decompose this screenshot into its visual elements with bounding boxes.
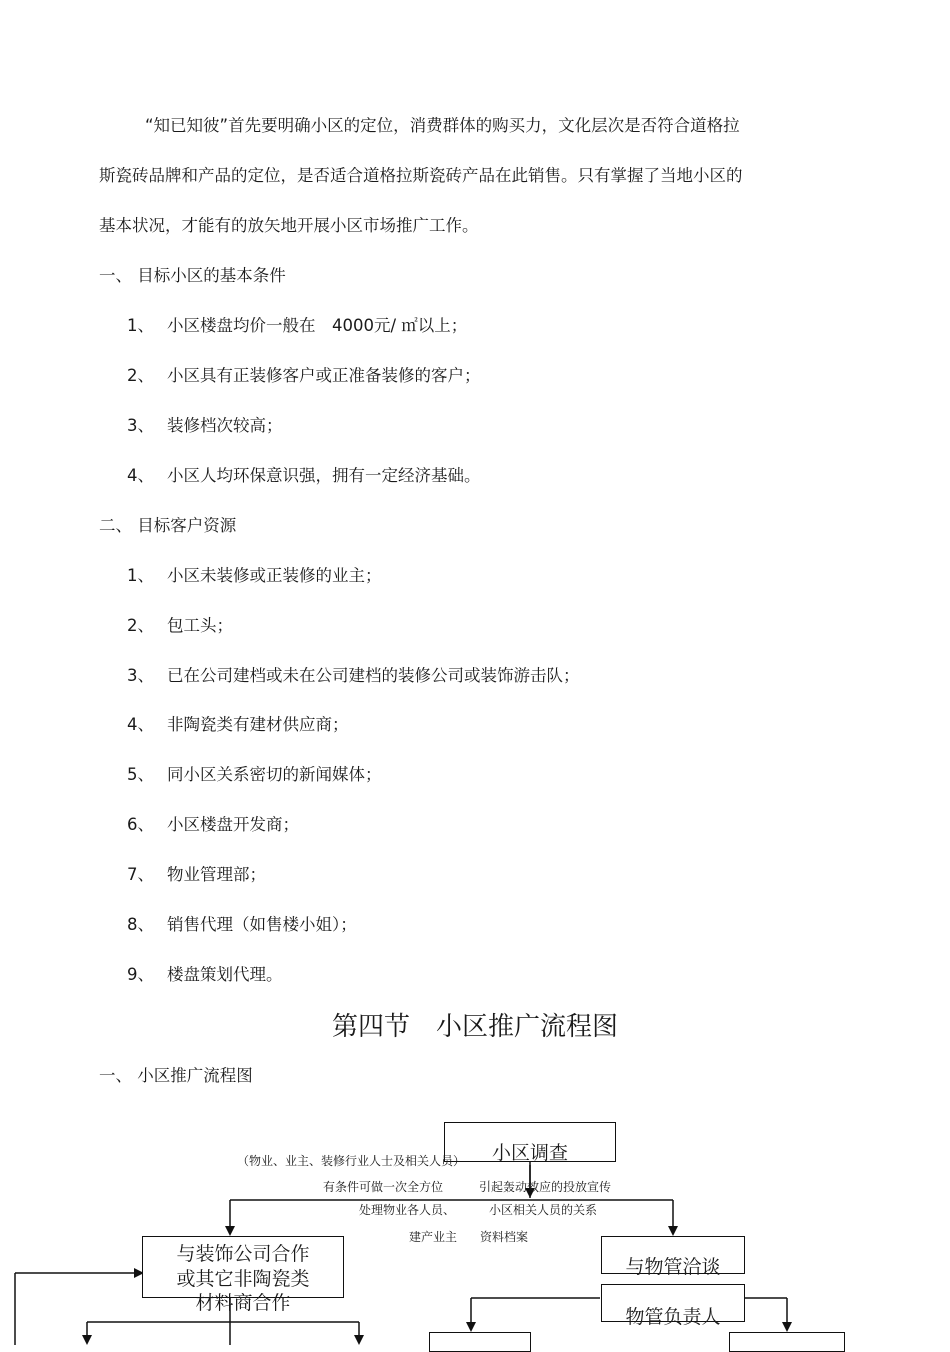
list-item: 已在公司建档或未在公司建档的装修公司或装饰游击队； <box>167 666 580 685</box>
list-item: 包工头； <box>167 616 233 635</box>
list-item-number: 6、 <box>127 815 154 834</box>
subsection-heading: 一、 小区推广流程图 <box>99 1066 253 1085</box>
section-title: 第四节 小区推广流程图 <box>331 1012 618 1042</box>
intro-line-2: 斯瓷砖品牌和产品的定位，是否适合道格拉斯瓷砖产品在此销售。只有掌握了当地小区的 <box>99 166 743 185</box>
note-line-3a: 处理物业各人员、 <box>359 1203 456 1217</box>
flow-box-partial <box>429 1332 531 1352</box>
note-line-2b: 引起轰动效应的投放宣传 <box>479 1180 612 1194</box>
note-line-1: （物业、业主、装修行业人士及相关人员） <box>237 1154 466 1168</box>
list-item: 物业管理部； <box>167 865 266 884</box>
list-item-number: 1、 <box>127 316 154 335</box>
list-item: 小区未装修或正装修的业主； <box>167 566 382 585</box>
decor-company-label-1: 与装饰公司合作 <box>176 1243 310 1265</box>
survey-box-label: 小区调查 <box>491 1142 568 1164</box>
note-line-4b: 资料档案 <box>480 1230 529 1244</box>
list-item-number: 4、 <box>127 466 154 485</box>
intro-line-1: “知已知彼”首先要明确小区的定位，消费群体的购买力，文化层次是否符合道格拉 <box>145 116 740 135</box>
list-item-number: 5、 <box>127 765 154 784</box>
list-item: 楼盘策划代理。 <box>167 965 283 984</box>
property-manager-label: 物管负责人 <box>625 1306 721 1328</box>
list-item-number: 9、 <box>127 965 154 984</box>
list-item-number: 1、 <box>127 566 154 585</box>
section1-heading: 一、 目标小区的基本条件 <box>99 266 286 285</box>
list-item: 小区楼盘均价一般在 4000元/ ㎡以上； <box>167 316 468 335</box>
note-line-2a: 有条件可做一次全方位 <box>323 1180 444 1194</box>
list-item-number: 7、 <box>127 865 154 884</box>
list-item-number: 3、 <box>127 666 154 685</box>
list-item-number: 2、 <box>127 366 154 385</box>
note-line-4a: 建产业主 <box>409 1230 458 1244</box>
intro-line-3: 基本状况，才能有的放矢地开展小区市场推广工作。 <box>99 216 479 235</box>
list-item: 同小区关系密切的新闻媒体； <box>167 765 382 784</box>
flow-box-partial <box>729 1332 845 1352</box>
list-item: 小区人均环保意识强，拥有一定经济基础。 <box>167 466 481 485</box>
list-item-number: 3、 <box>127 416 154 435</box>
list-item-number: 4、 <box>127 715 154 734</box>
list-item: 小区具有正装修客户或正准备装修的客户； <box>167 366 481 385</box>
list-item: 非陶瓷类有建材供应商； <box>167 715 349 734</box>
list-item-number: 2、 <box>127 616 154 635</box>
decor-company-label-2: 或其它非陶瓷类 <box>176 1268 310 1290</box>
property-talk-label: 与物管洽谈 <box>625 1256 721 1278</box>
list-item: 装修档次较高； <box>167 416 283 435</box>
note-line-3b: 小区相关人员的关系 <box>489 1203 598 1217</box>
decor-company-label-3: 材料商合作 <box>195 1292 291 1314</box>
list-item: 小区楼盘开发商； <box>167 815 299 834</box>
section2-heading: 二、 目标客户资源 <box>99 516 237 535</box>
list-item: 销售代理（如售楼小姐）； <box>167 915 357 934</box>
list-item-number: 8、 <box>127 915 154 934</box>
